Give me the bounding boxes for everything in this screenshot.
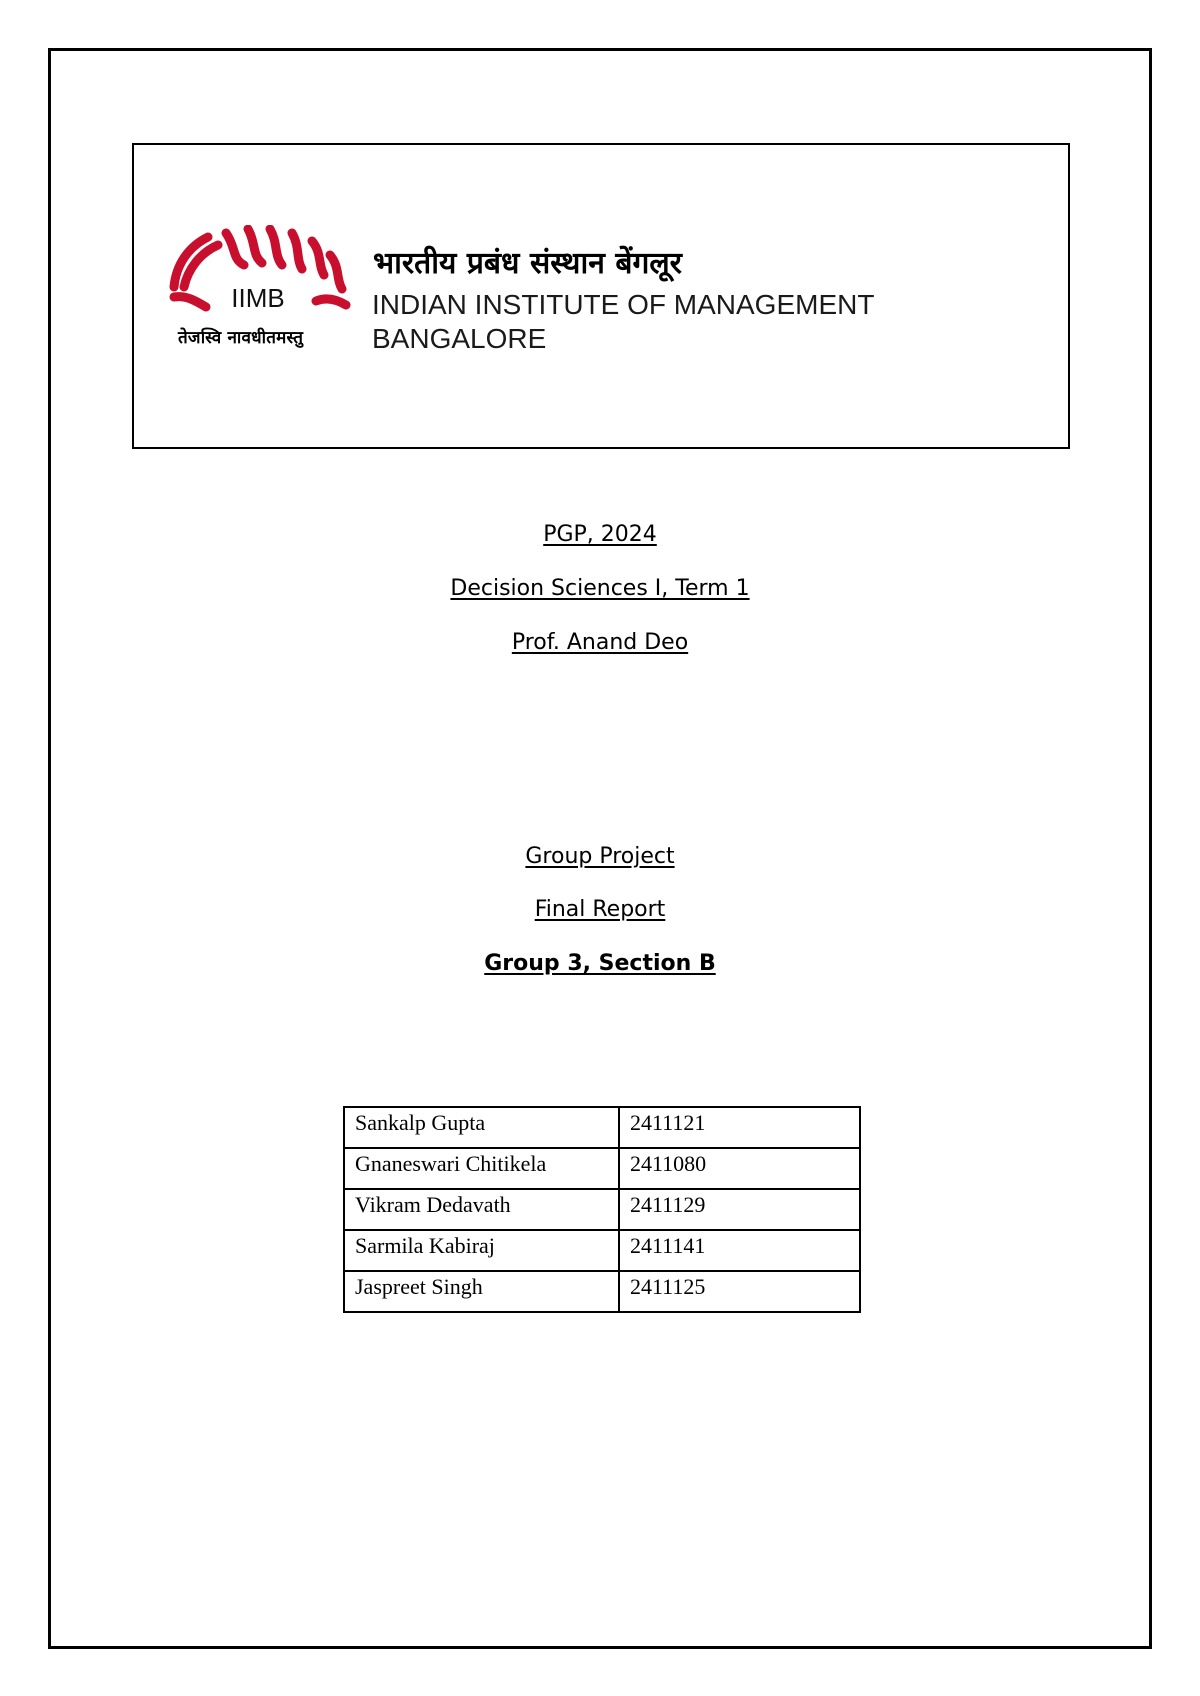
institution-name-hindi: भारतीय प्रबंध संस्थान बेंगलूर [373,246,682,281]
program-heading: PGP, 2024 [543,522,657,547]
member-name: Gnaneswari Chitikela [344,1148,619,1189]
table-row [344,1271,860,1312]
table-row [344,1107,860,1148]
institution-logo-box [132,143,1070,449]
institution-name-english-line1: INDIAN INSTITUTE OF MANAGEMENT [372,289,875,320]
members-table [343,1106,861,1313]
report-type-heading: Group Project [525,844,675,869]
member-name: Sankalp Gupta [344,1107,619,1148]
professor-heading: Prof. Anand Deo [511,630,689,655]
report-title-heading: Final Report [534,897,666,922]
group-heading: Group 3, Section B [484,951,716,976]
member-id: 2411129 [619,1189,860,1230]
iimb-emblem-icon [166,225,352,323]
member-name: Sarmila Kabiraj [344,1230,619,1271]
member-id: 2411125 [619,1271,860,1312]
course-heading: Decision Sciences I, Term 1 [450,576,750,601]
member-name: Vikram Dedavath [344,1189,619,1230]
logo-text: IIMB [231,283,285,313]
member-id: 2411141 [619,1230,860,1271]
member-id: 2411121 [619,1107,860,1148]
table-row [344,1189,860,1230]
institution-name-english-line2: BANGALORE [372,323,547,354]
member-name: Jaspreet Singh [344,1271,619,1312]
institution-motto: तेजस्वि नावधीतमस्तु [178,328,304,348]
member-id: 2411080 [619,1148,860,1189]
table-row [344,1230,860,1271]
table-row [344,1148,860,1189]
